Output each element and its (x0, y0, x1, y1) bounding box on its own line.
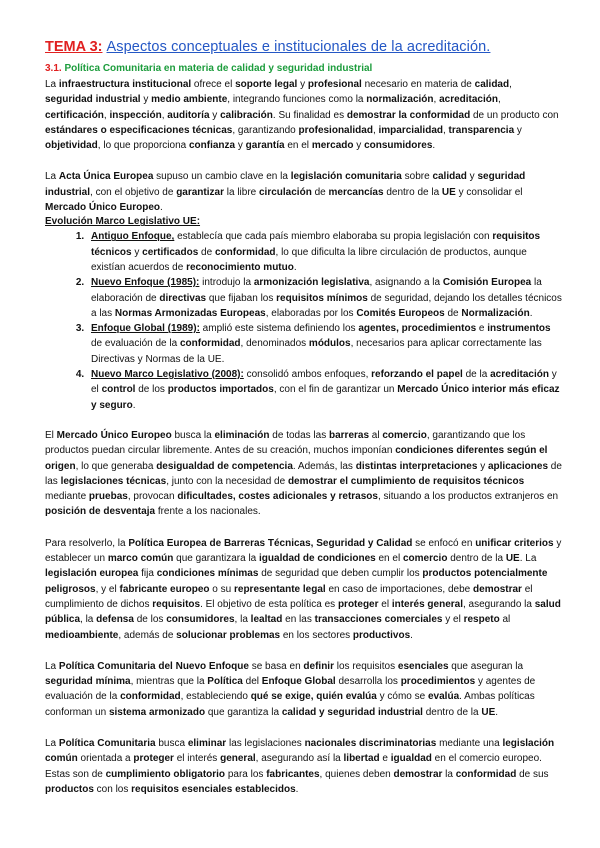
section-number: 3.1. (45, 63, 62, 74)
page-title (45, 38, 562, 56)
evolution-heading: Evolución Marco Legislativo UE: (45, 216, 201, 228)
list-item: 1. Antiguo Enfoque, establecía que cada país miembro elaboraba su propia legislación con requisitos técnicos y certificados de conformidad, lo que dificulta la libre circulación de productos, aunque existían acuerdos de reconocimiento mutuo. (87, 229, 562, 275)
paragraph-community-policy: La Política Comunitaria busca eliminar las legislaciones nacionales discriminatorias mediante una legislación común orientada a proteger el interés general, asegurando así la libertad e igualdad en el comercio europeo. Estas son de cumplimiento obligatorio para los fabricantes, quienes deben demostrar la conformidad de sus productos con los requisitos esenciales establecidos. (45, 737, 555, 795)
paragraph-infrastructure: La infraestructura institucional ofrece el soporte legal y profesional necesario en materia de calidad, seguridad industrial y medio ambiente, integrando funciones como la normalización, acreditación, certificación, inspección, auditoría y calibración. Su finalidad es demostrar la conformidad de un producto con estándares o especificaciones técnicas, garantizando profesionalidad, imparcialidad, transparencia y objetividad, lo que proporciona confianza y garantía en el mercado y consumidores. (45, 79, 559, 152)
paragraph-european-policy: Para resolverlo, la Política Europea de Barreras Técnicas, Seguridad y Calidad se enfocó en unificar criterios y establecer un marco común que garantizara la igualdad de condiciones en el comercio dentro de la UE. La legislación europea fija condiciones mínimas de seguridad que deben cumplir los productos potencialmente peligrosos, y el fabricante europeo o su representante legal en caso de importaciones, debe demostrar el cumplimiento de dichos requisitos. El objetivo de esta política es proteger el interés general, asegurando la salud pública, la defensa de los consumidores, la lealtad en las transacciones comerciales y el respeto al medioambiente, además de solucionar problemas en los sectores productivos. (45, 537, 562, 641)
list-item: 3. Enfoque Global (1989): amplió este sistema definiendo los agentes, procedimientos e instrumentos de evaluación de la conformidad, denominados módulos, necesarios para aplicar correctamente las Directivas y Normas de la UE. (87, 321, 562, 367)
paragraph-single-market: El Mercado Único Europeo busca la eliminación de todas las barreras al comercio, garantizando que los productos puedan circular libremente. Antes de su creación, muchos imponían condiciones diferentes según el origen, lo que generaba desigualdad de competencia. Además, las distintas interpretaciones y aplicaciones de las legislaciones técnicas, junto con la necesidad de demostrar el cumplimiento de requisitos técnicos mediante pruebas, provocan dificultades, costes adicionales y retrasos, situando a los productos extranjeros en posición de desventaja frente a los nacionales. (45, 429, 562, 518)
list-item: 2. Nuevo Enfoque (1985): introdujo la armonización legislativa, asignando a la Comisión Europea la elaboración de directivas que fijaban los requisitos mínimos de seguridad, dejando los detalles técnicos a las Normas Armonizadas Europeas, elaboradas por los Comités Europeos de Normalización. (87, 275, 562, 321)
title-text: Aspectos conceptuales e institucionales de la acreditación. (106, 39, 491, 55)
section-heading (45, 62, 562, 76)
list-item: 4. Nuevo Marco Legislativo (2008): consolidó ambos enfoques, reforzando el papel de la acreditación y el control de los productos importados, con el fin de garantizar un Mercado Único interior más eficaz y seguro. (87, 367, 562, 413)
section-title: Política Comunitaria en materia de calidad y seguridad industrial (64, 63, 373, 74)
paragraph-single-act: La Acta Única Europea supuso un cambio clave en la legislación comunitaria sobre calidad y seguridad industrial, con el objetivo de garantizar la libre circulación de mercancías dentro de la UE y consolidar el Mercado Único Europeo. (45, 171, 526, 214)
title-number: TEMA 3: (45, 39, 103, 55)
paragraph-new-approach-policy: La Política Comunitaria del Nuevo Enfoque se basa en definir los requisitos esenciales que aseguran la seguridad mínima, mientras que la Política del Enfoque Global desarrolla los procedimientos y agentes de evaluación de la conformidad, estableciendo qué se exige, quién evalúa y cómo se evalúa. Ambas políticas conforman un sistema armonizado que garantiza la calidad y seguridad industrial dentro de la UE. (45, 660, 536, 718)
evolution-list (45, 229, 562, 413)
